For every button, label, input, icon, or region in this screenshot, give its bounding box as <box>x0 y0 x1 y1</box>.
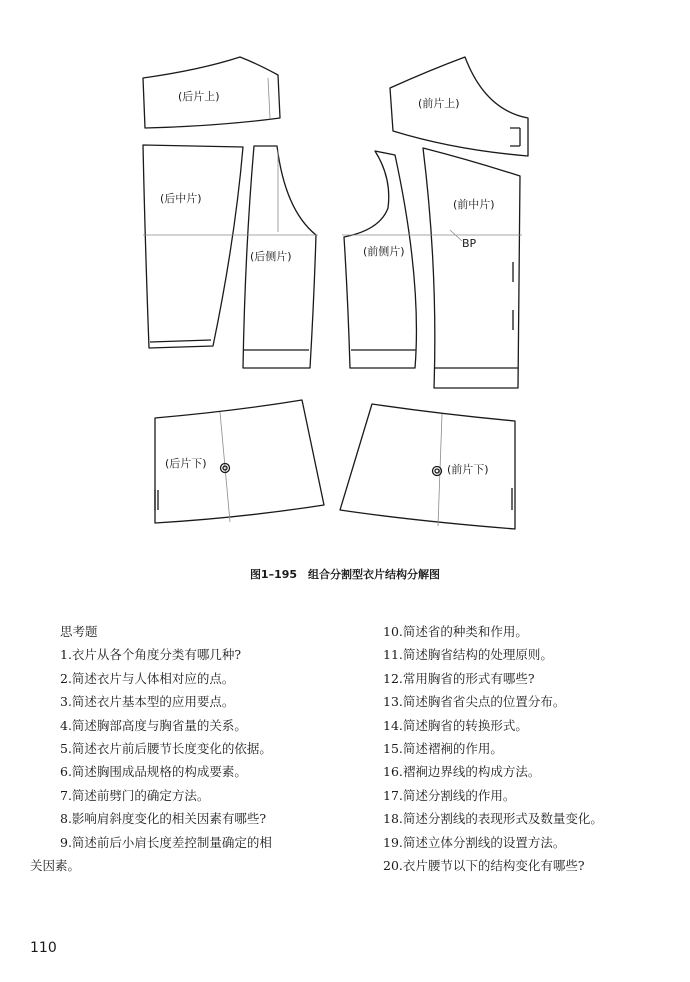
label-bp: BP <box>462 237 477 250</box>
questions-left-column <box>30 620 348 877</box>
question-12: 12.常用胸省的形式有哪些? <box>383 670 535 686</box>
question-10: 10.简述省的种类和作用。 <box>383 624 528 639</box>
label-back-lower: (后片下) <box>165 457 207 470</box>
back-middle-piece <box>143 145 243 348</box>
questions-right-column <box>383 620 683 877</box>
question-11: 11.简述胸省结构的处理原则。 <box>383 647 553 663</box>
label-back-side: (后侧片) <box>250 250 292 263</box>
front-middle-piece <box>423 148 520 388</box>
question-17: 17.简述分割线的作用。 <box>383 787 516 803</box>
question-1: 1.衣片从各个角度分类有哪几种? <box>60 647 242 663</box>
questions-heading: 思考题 <box>60 624 98 639</box>
question-9: 9.简述前后小肩长度差控制量确定的相 <box>60 834 272 850</box>
question-18: 18.简述分割线的表现形式及数量变化。 <box>383 811 603 827</box>
question-2: 2.简述衣片与人体相对应的点。 <box>60 670 235 686</box>
front-side-piece <box>344 151 416 368</box>
question-19: 19.简述立体分割线的设置方法。 <box>383 834 566 850</box>
question-13: 13.简述胸省省尖点的位置分布。 <box>383 694 566 710</box>
label-front-upper: (前片上) <box>418 97 460 110</box>
figure-caption: 图1–195 组合分割型衣片结构分解图 <box>249 568 441 581</box>
question-4: 4.简述胸部高度与胸省量的关系。 <box>60 717 247 733</box>
question-8: 8.影响肩斜度变化的相关因素有哪些? <box>60 811 267 827</box>
label-front-side: (前侧片) <box>363 245 405 258</box>
question-6: 6.简述胸围成品规格的构成要素。 <box>60 764 247 780</box>
question-7: 7.简述前劈门的确定方法。 <box>60 787 210 803</box>
question-20: 20.衣片腰节以下的结构变化有哪些? <box>383 857 585 873</box>
question-3: 3.简述衣片基本型的应用要点。 <box>60 694 235 710</box>
question-14: 14.简述胸省的转换形式。 <box>383 717 528 733</box>
question-5: 5.简述衣片前后腰节长度变化的依据。 <box>60 740 272 756</box>
label-front-middle: (前中片) <box>453 198 495 211</box>
question-9-continued: 关因素。 <box>30 857 81 873</box>
question-16: 16.褶裥边界线的构成方法。 <box>383 764 541 780</box>
page-number: 110 <box>30 940 57 956</box>
question-15: 15.简述褶裥的作用。 <box>383 740 503 756</box>
label-front-lower: (前片下) <box>447 463 489 476</box>
front-lower-piece <box>340 404 515 529</box>
label-back-upper: (后片上) <box>178 90 220 103</box>
label-back-middle: (后中片) <box>160 192 202 205</box>
